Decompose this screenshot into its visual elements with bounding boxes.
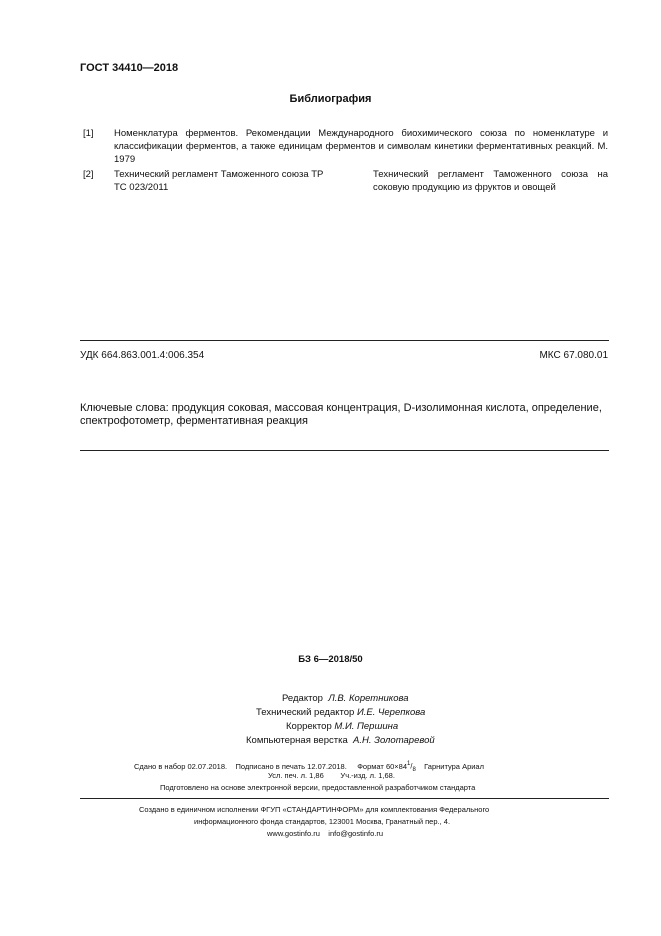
staff-name: И.Е. Черепкова [356, 707, 426, 718]
staff-editor [282, 692, 409, 706]
publisher-contacts: www.gostinfo.ru info@gostinfo.ru [267, 829, 384, 838]
staff-name: Л.В. Коретникова [328, 693, 409, 704]
divider [80, 450, 609, 451]
staff-role: Технический редактор [256, 707, 355, 718]
print-format: Формат $60\times 84^1/_8$ [357, 761, 416, 773]
reference-2-regulation-id: Технический регламент Таможенного союза ТР ТС 023/2011 [114, 169, 324, 193]
publisher-line-2: информационного фонда стандартов, 123001 Москва, Гранатный пер., 4. [194, 817, 451, 826]
staff-proofreader [286, 720, 398, 734]
reference-number-1: [1] [83, 128, 94, 139]
staff-role: Компьютерная верстка [246, 735, 348, 746]
bz-number: БЗ 6—2018/50 [298, 654, 363, 665]
staff-technical-editor [256, 706, 425, 720]
staff-layout [246, 734, 435, 748]
divider [80, 340, 609, 341]
reference-text-1: Номенклатура ферментов. Рекомендации Международного биохимического союза по номенклатуре и классификации ферментов, а также единицам ферментов и символам кинетики ферментативных реакций. М. 1979 [114, 128, 608, 165]
staff-role: Редактор [282, 693, 323, 704]
print-set-date: Сдано в набор 02.07.2018. [134, 761, 228, 771]
staff-role: Корректор [286, 721, 332, 732]
print-info-line-3: Подготовлено на основе электронной версии, предоставленной разработчиком стандарта [160, 783, 476, 792]
print-font: Гарнитура Ариал [424, 761, 484, 771]
staff-name: А.Н. Золотаревой [353, 735, 435, 746]
print-signed-date: Подписано в печать 12.07.2018. [235, 761, 347, 771]
document-code: ГОСТ 34410—2018 [80, 62, 179, 74]
print-info-line-2: Усл. печ. л. 1,86 Уч.-изд. л. 1,68. [268, 771, 395, 780]
staff-name: М.И. Першина [334, 721, 399, 732]
publisher-line-1: Создано в единичном исполнении ФГУП «СТАНДАРТИНФОРМ» для комплектования Федерального [139, 805, 490, 814]
keywords: Ключевые слова: продукция соковая, массовая концентрация, D-изолимонная кислота, определение, спектрофотометр, ферментативная реакция [80, 402, 602, 427]
mks-code: МКС 67.080.01 [539, 350, 608, 361]
reference-2-regulation-title: Технический регламент Таможенного союза на соковую продукцию из фруктов и овощей [373, 169, 608, 193]
udk-code: УДК 664.863.001.4:006.354 [80, 350, 205, 361]
bibliography-title: Библиография [289, 93, 372, 105]
divider [80, 798, 609, 799]
reference-number-2: [2] [83, 169, 94, 180]
